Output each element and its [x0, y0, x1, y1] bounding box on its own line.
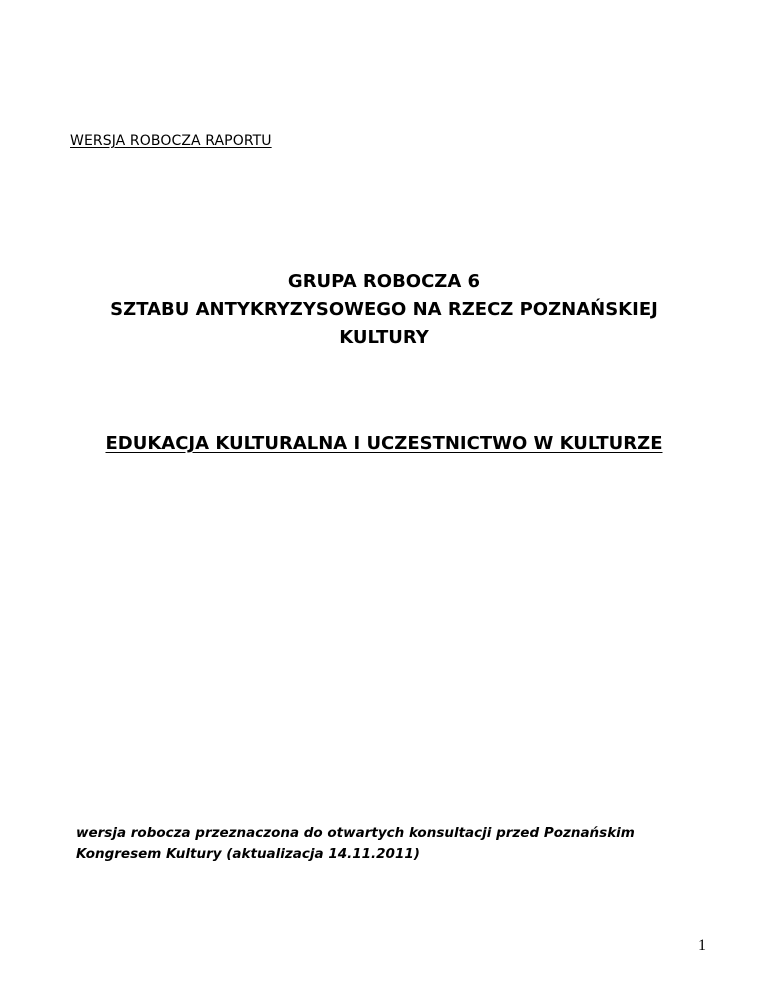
- title-line-2: SZTABU ANTYKRYZYSOWEGO NA RZECZ POZNAŃSKIEJ: [110, 299, 658, 320]
- title-line-1: GRUPA ROBOCZA 6: [287, 271, 481, 292]
- note-line-1: wersja robocza przeznaczona do otwartych konsultacji przed Poznańskim: [76, 825, 635, 841]
- title-line-3: KULTURY: [339, 327, 429, 348]
- page-number: 1: [698, 937, 706, 954]
- document-subtitle: EDUKACJA KULTURALNA I UCZESTNICTWO W KULTURZE: [105, 433, 663, 454]
- document-title: [0, 268, 768, 352]
- draft-label: WERSJA ROBOCZA RAPORTU: [70, 133, 272, 149]
- consultation-note: [76, 823, 716, 865]
- note-line-2: Kongresem Kultury (aktualizacja 14.11.2011): [76, 846, 420, 862]
